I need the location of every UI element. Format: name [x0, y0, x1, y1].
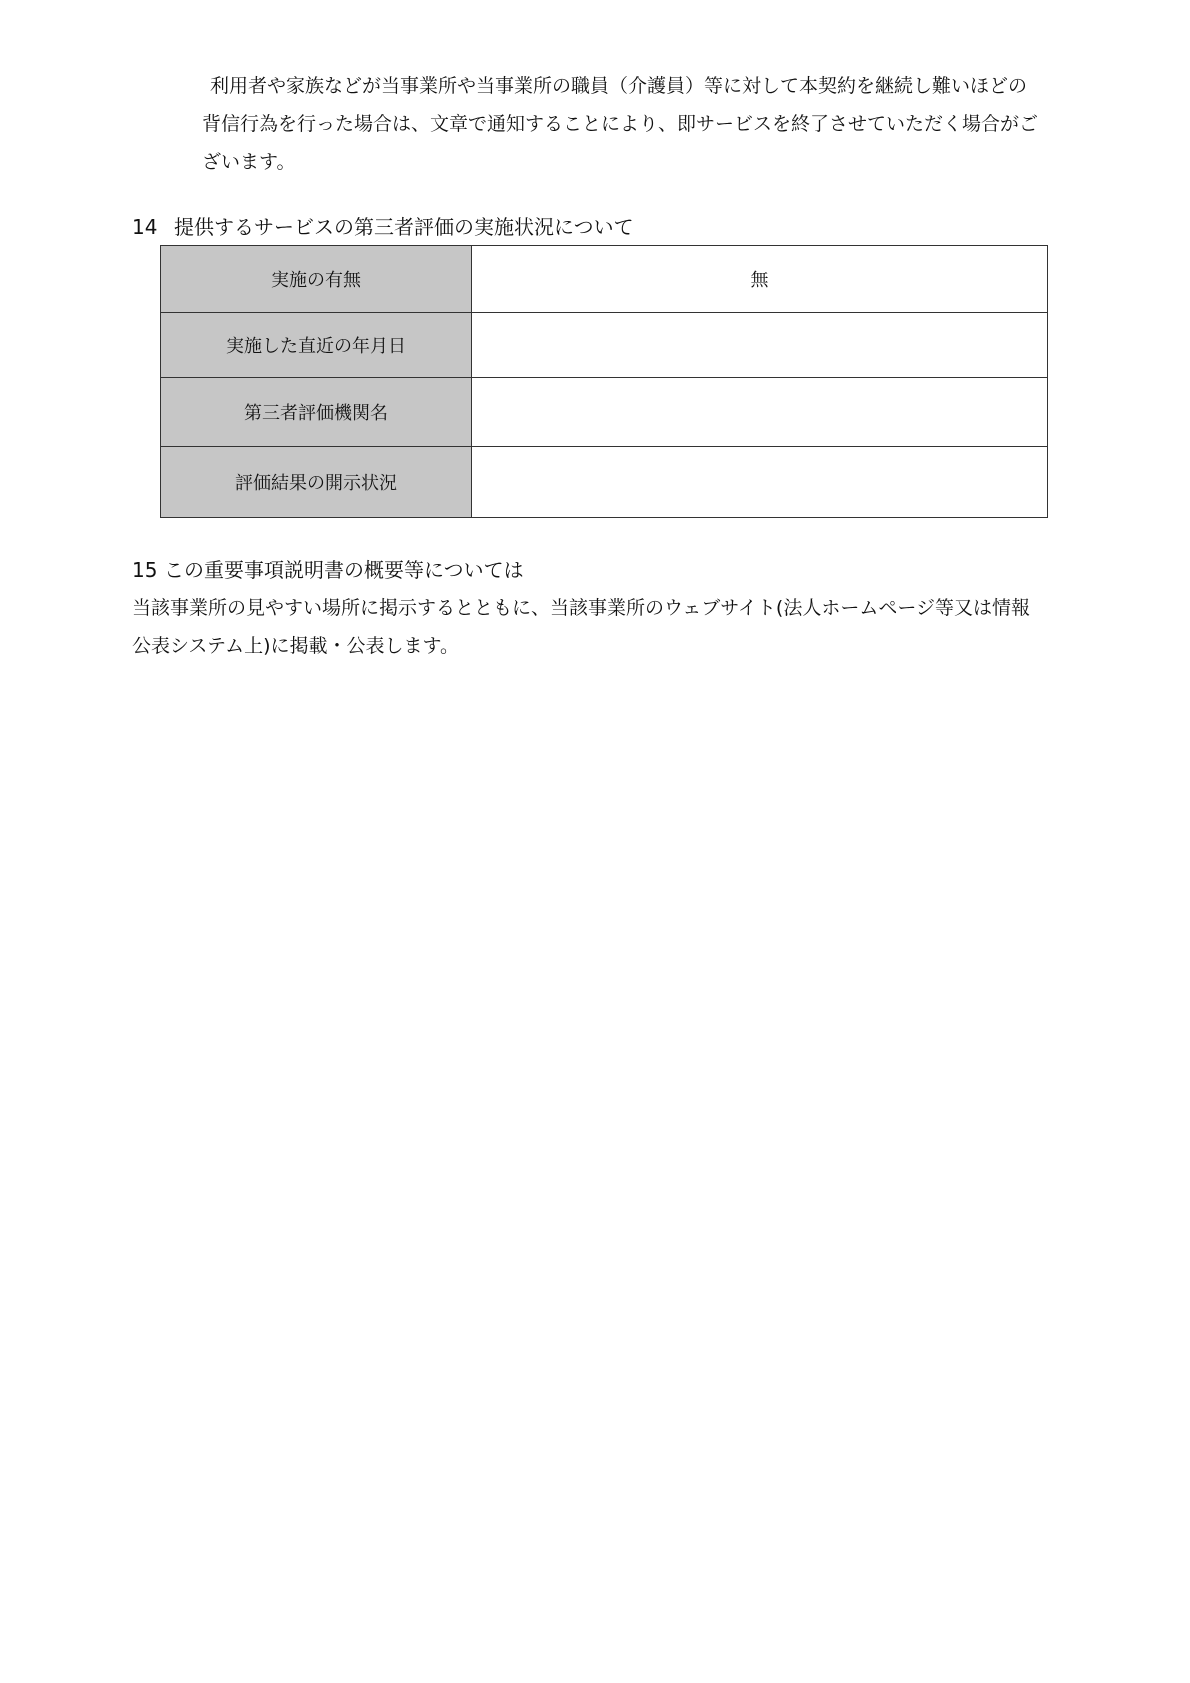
row-value	[472, 378, 1048, 447]
paragraph-line: ざいます。	[202, 151, 296, 173]
paragraph-line: 公表システム上)に掲載・公表します。	[132, 635, 459, 657]
paragraph-line: 利用者や家族などが当事業所や当事業所の職員（介護員）等に対して本契約を継続し難いほどの	[210, 75, 1028, 97]
section-number: 14	[132, 215, 158, 239]
section-number: 15	[132, 558, 158, 582]
paragraph-line: 当該事業所の見やすい場所に掲示するとともに、当該事業所のウェブサイト(法人ホームページ等又は情報	[132, 597, 1030, 619]
row-value	[472, 313, 1048, 378]
section-14-heading	[132, 214, 634, 240]
row-label: 実施の有無	[161, 246, 472, 313]
row-label: 評価結果の開示状況	[161, 447, 472, 518]
table-row	[161, 378, 1048, 447]
row-label: 第三者評価機関名	[161, 378, 472, 447]
section-title: 提供するサービスの第三者評価の実施状況について	[174, 215, 634, 239]
row-value: 無	[472, 246, 1048, 313]
section-15-heading	[132, 557, 524, 583]
table-row	[161, 447, 1048, 518]
paragraph-line: 背信行為を行った場合は、文章で通知することにより、即サービスを終了させていただく場合がご	[202, 113, 1039, 135]
table-row	[161, 313, 1048, 378]
table-row	[161, 246, 1048, 313]
row-value	[472, 447, 1048, 518]
third-party-evaluation-table	[160, 245, 1048, 518]
section-title: この重要事項説明書の概要等については	[164, 558, 524, 582]
row-label: 実施した直近の年月日	[161, 313, 472, 378]
